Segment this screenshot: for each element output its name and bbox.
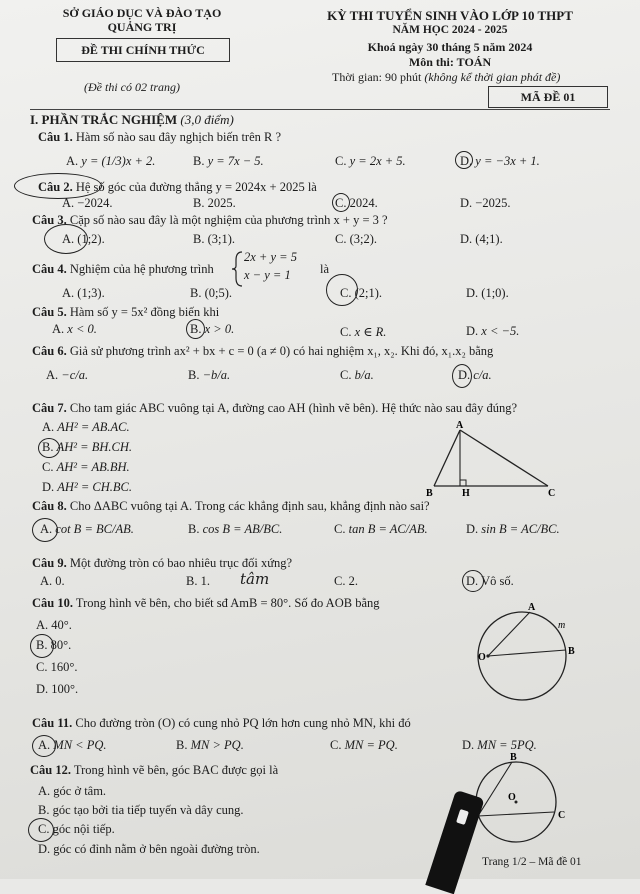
answer-mark-q6 (452, 364, 472, 388)
q6-option-d: D. c/a. (458, 368, 492, 382)
q10-option-c: C. 160°. (36, 660, 78, 674)
question-8: Câu 8. Cho ΔABC vuông tại A. Trong các khẳng định sau, khẳng định nào sai? (32, 499, 430, 513)
q7-option-b: B. AH² = BH.CH. (42, 440, 132, 454)
q10-option-d: D. 100°. (36, 682, 79, 696)
arc-label-o: O (478, 652, 486, 663)
q1-option-a: A. y = (1/3)x + 2. (66, 154, 156, 168)
arc-label-b: B (568, 646, 575, 657)
triangle-label-c: C (548, 488, 556, 499)
q12-option-d: D. góc có đỉnh nằm ở bên ngoài đường tròn. (38, 842, 260, 856)
q1-option-d: D. y = −3x + 1. (460, 154, 540, 168)
q5-option-d: D. x < −5. (466, 324, 520, 338)
q11-option-d: D. MN = 5PQ. (462, 738, 537, 752)
q6-option-a: A. −c/a. (46, 368, 89, 382)
q11-option-b: B. MN > PQ. (176, 738, 244, 752)
q5-option-c: C. x ∈ R. (340, 325, 387, 339)
answer-mark-q3 (44, 224, 88, 254)
q3-option-c: C. (3;2). (335, 232, 378, 246)
q11-option-a: A. MN < PQ. (38, 738, 107, 752)
q2-option-d: D. −2025. (460, 196, 511, 210)
arc-figure (468, 600, 588, 710)
question-7: Câu 7. Cho tam giác ABC vuông tại A, đường cao AH (hình vẽ bên). Hệ thức nào sau đây đúng? (32, 401, 518, 415)
question-3: Câu 3. Cặp số nào sau đây là một nghiệm của phương trình x + y = 3 ? (32, 213, 388, 227)
question-2: Câu 2. Hệ số góc của đường thẳng y = 2024x + 2025 là (38, 180, 317, 194)
q12-option-a: A. góc ở tâm. (38, 784, 107, 798)
q6-option-c: C. b/a. (340, 368, 374, 382)
official-exam-box (56, 38, 230, 62)
answer-mark-q10 (30, 634, 54, 658)
department-line-1: SỞ GIÁO DỤC VÀ ĐÀO TẠO (62, 6, 222, 20)
q4-option-c: C. (2;1). (340, 286, 383, 300)
q3-option-d: D. (4;1). (460, 232, 503, 246)
inscribed-label-o: O (508, 792, 516, 803)
answer-mark-q2 (332, 193, 350, 212)
q2-option-a: A. −2024. (62, 196, 113, 210)
question-1: Câu 1. Hàm số nào sau đây nghịch biến trên R ? (38, 130, 282, 144)
inscribed-label-b: B (510, 752, 517, 763)
inscribed-label-c: C (558, 810, 566, 821)
question-10: Câu 10. Trong hình vẽ bên, cho biết sđ AmB = 80°. Số đo AOB bằng (32, 596, 380, 610)
q7-option-d: D. AH² = CH.BC. (42, 480, 132, 494)
q5-option-a: A. x < 0. (52, 322, 97, 336)
arc-label-m: m (558, 620, 566, 631)
q4-equation-2: x − y = 1 (244, 268, 291, 282)
q3-option-b: B. (3;1). (193, 232, 236, 246)
exam-date: Khoá ngày 30 tháng 5 năm 2024 (367, 40, 533, 54)
exam-code-box (488, 86, 608, 108)
exam-title: KỲ THI TUYỂN SINH VÀO LỚP 10 THPT (327, 8, 573, 23)
answer-mark-q11 (32, 735, 56, 757)
q7-option-c: C. AH² = AB.BH. (42, 460, 130, 474)
q1-option-c: C. y = 2x + 5. (335, 154, 406, 168)
triangle-label-b: B (426, 488, 433, 499)
q4-option-d: D. (1;0). (466, 286, 509, 300)
q2-option-b: B. 2025. (193, 196, 236, 210)
exam-time-note: (không kể thời gian phát đề) (424, 70, 561, 84)
answer-mark-q12 (28, 818, 54, 842)
q8-option-a: A. cot B = BC/AB. (40, 522, 134, 536)
answer-mark-q8 (32, 518, 58, 542)
q4-option-a: A. (1;3). (62, 286, 105, 300)
q11-option-c: C. MN = PQ. (330, 738, 398, 752)
exam-code: MÃ ĐỀ 01 (520, 89, 576, 104)
header-divider (30, 109, 610, 110)
department-line-2: QUẢNG TRỊ (107, 20, 177, 34)
question-6: Câu 6. Giả sử phương trình ax² + bx + c = 0 (a ≠ 0) có hai nghiệm x₁, x₂. Khi đó, x₁.x₂ bằng (32, 344, 494, 358)
q4-equation-1: 2x + y = 5 (244, 250, 297, 264)
school-year: NĂM HỌC 2024 - 2025 (392, 24, 508, 36)
q12-option-c: C. góc nội tiếp. (38, 822, 115, 836)
q9-option-b: B. 1. (186, 574, 210, 588)
section-heading (30, 112, 234, 128)
answer-mark-q7 (38, 438, 60, 458)
official-exam-label: ĐỀ THI CHÍNH THỨC (81, 42, 205, 57)
answer-mark-q9 (462, 570, 484, 592)
q10-option-b: B. 80°. (36, 638, 72, 652)
q9-option-c: C. 2. (334, 574, 358, 588)
handwritten-note: tâm (240, 570, 270, 588)
q2-option-c: C. 2024. (335, 196, 378, 210)
pages-note: (Đề thi có 02 trang) (84, 80, 180, 94)
q1-option-b: B. y = 7x − 5. (193, 154, 264, 168)
exam-time-line (332, 70, 560, 85)
exam-time: Thời gian: 90 phút (332, 70, 422, 84)
question-9: Câu 9. Một đường tròn có bao nhiêu trục đối xứng? (32, 556, 293, 570)
answer-mark-q1 (455, 151, 473, 169)
q8-option-b: B. cos B = AB/BC. (188, 522, 283, 536)
triangle-label-h: H (462, 488, 470, 499)
question-5: Câu 5. Hàm số y = 5x² đồng biến khi (32, 305, 220, 319)
q6-option-b: B. −b/a. (188, 368, 231, 382)
section-points: (3,0 điểm) (180, 112, 234, 127)
q8-option-d: D. sin B = AC/BC. (466, 522, 560, 536)
q8-option-c: C. tan B = AC/AB. (334, 522, 428, 536)
question-12: Câu 12. Trong hình vẽ bên, góc BAC được gọi là (30, 763, 279, 777)
q5-option-b: B. x > 0. (190, 322, 235, 336)
q12-option-b: B. góc tạo bởi tia tiếp tuyến và dây cung. (38, 803, 244, 817)
q3-option-a: A. (1;2). (62, 232, 105, 246)
q10-option-a: A. 40°. (36, 618, 72, 632)
q9-option-d: D. Vô số. (466, 574, 514, 588)
q4-option-b: B. (0;5). (190, 286, 233, 300)
q9-option-a: A. 0. (40, 574, 65, 588)
q7-option-a: A. AH² = AB.AC. (42, 420, 130, 434)
triangle-figure (420, 418, 570, 500)
section-title: I. PHẦN TRẮC NGHIỆM (30, 112, 178, 127)
question-11: Câu 11. Cho đường tròn (O) có cung nhỏ PQ lớn hơn cung nhỏ MN, khi đó (32, 716, 411, 730)
answer-mark-q4 (326, 274, 358, 306)
answer-mark-q5 (186, 319, 205, 339)
page-footer: Trang 1/2 – Mã đề 01 (482, 856, 582, 868)
arc-label-a: A (528, 602, 536, 613)
triangle-label-a: A (456, 420, 464, 431)
exam-subject: Môn thi: TOÁN (408, 55, 492, 69)
q4-tail: là (320, 262, 330, 276)
question-4: Câu 4. Nghiệm của hệ phương trình (32, 262, 214, 276)
